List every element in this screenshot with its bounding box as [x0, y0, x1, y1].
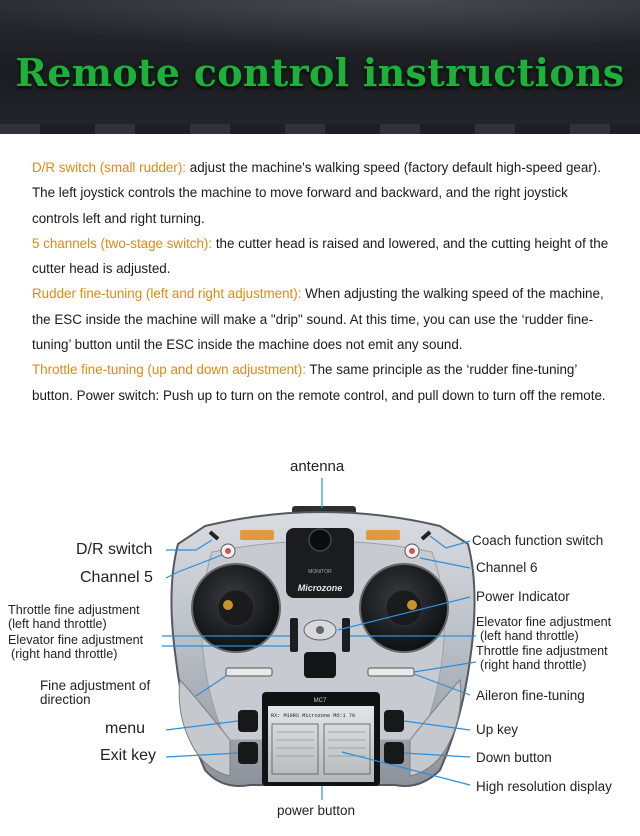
- label-up-key: Up key: [476, 722, 519, 737]
- label-fine-adjust-direction: [40, 679, 150, 707]
- right-horizontal-trim: [368, 668, 414, 676]
- term-rudder-fine-tuning: Rudder fine-tuning (left and right adjustment):: [32, 286, 302, 302]
- label-elevator-fine-left: [8, 633, 143, 661]
- label-throttle-fine-left: [8, 603, 140, 631]
- label-high-resolution-display: High resolution display: [476, 779, 612, 794]
- label-throttle-fine-right: [476, 644, 608, 672]
- label-dr-switch: D/R switch: [76, 541, 153, 558]
- instruction-paragraph: [32, 281, 612, 357]
- label-line: Elevator fine adjustment: [8, 633, 144, 647]
- remote-diagram: [0, 440, 640, 836]
- header-banner: [0, 0, 640, 134]
- label-channel-5: Channel 5: [80, 569, 153, 586]
- instruction-text: The same principle as the ‘rudder fine-tuning’ button. Power switch: Push up to turn on the remote control, and pull down to turn off the remote.: [32, 362, 606, 403]
- label-power-button: power button: [277, 803, 356, 818]
- left-stick: [223, 600, 233, 610]
- instruction-text: adjust the machine's walking speed (factory default high-speed gear). The left joystick controls the machine to move forward and backward, and the right joystick controls left and right turning.: [32, 160, 601, 226]
- label-line: (left hand throttle): [480, 629, 579, 643]
- label-line: Throttle fine adjustment: [8, 603, 140, 617]
- label-menu: menu: [105, 720, 146, 737]
- label-line: direction: [40, 692, 91, 707]
- term-dr-switch: D/R switch (small rudder):: [32, 160, 187, 175]
- center-button: [304, 652, 336, 678]
- label-exit-key: Exit key: [100, 747, 157, 764]
- label-aileron-fine-tuning: Aileron fine-tuning: [476, 688, 585, 703]
- term-throttle-fine-tuning: Throttle fine-tuning (up and down adjustment):: [32, 362, 306, 378]
- label-power-indicator: Power Indicator: [476, 589, 570, 604]
- instruction-paragraph: [32, 155, 612, 231]
- left-horizontal-trim: [226, 668, 272, 676]
- instruction-text: the cutter head is raised and lowered, and the cutting height of the cutter head is adjusted.: [32, 235, 609, 277]
- label-line: Elevator fine adjustment: [476, 615, 612, 629]
- term-5-channels: 5 channels (two-stage switch):: [32, 235, 213, 251]
- label-line: (left hand throttle): [8, 617, 107, 631]
- label-elevator-fine-right: [476, 615, 611, 643]
- right-stick: [407, 600, 417, 610]
- label-line: Fine adjustment of: [40, 678, 151, 693]
- instruction-paragraph: [32, 357, 612, 408]
- label-line: (right hand throttle): [11, 647, 118, 661]
- label-antenna: antenna: [290, 458, 345, 475]
- label-channel-6: Channel 6: [476, 560, 538, 575]
- instruction-paragraph: [32, 231, 612, 282]
- up-button: [384, 710, 404, 732]
- right-vertical-trim: [342, 618, 350, 652]
- center-knob: [309, 529, 331, 551]
- label-line: (right hand throttle): [480, 658, 587, 672]
- lcd-status-text: RX: M19RS Microzone MO:1 70: [271, 713, 356, 719]
- exit-button: [238, 742, 258, 764]
- model-text: MC7: [313, 698, 327, 704]
- down-button: [384, 742, 404, 764]
- label-coach-switch: Coach function switch: [472, 533, 604, 548]
- label-down-button: Down button: [476, 750, 552, 765]
- left-vertical-trim: [290, 618, 298, 652]
- label-line: Throttle fine adjustment: [476, 644, 608, 658]
- monitor-text: MONITOR: [308, 569, 332, 575]
- instruction-text: When adjusting the walking speed of the machine, the ESC inside the machine will make a "drip" sound. At this time, you can use the ‘rudder fine-tuning’ button until the ESC inside the machine does not emit any sound.: [32, 286, 604, 353]
- power-indicator-led: [316, 626, 324, 634]
- brand-logo-text: Microzone: [297, 583, 343, 593]
- instructions-text: [32, 155, 612, 408]
- page-title: Remote control instructions: [15, 50, 625, 95]
- menu-button: [238, 710, 258, 732]
